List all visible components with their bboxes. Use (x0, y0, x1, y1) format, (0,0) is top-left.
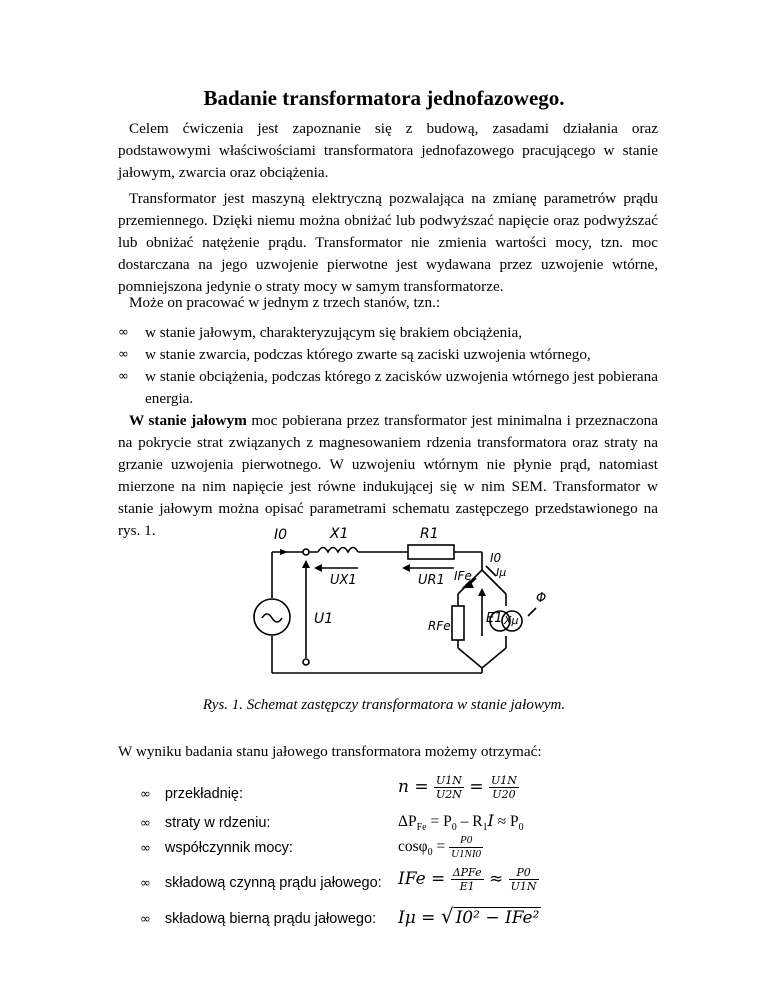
definition-paragraph: Transformator jest maszyną elektryczną pozwalająca na zmianę parametrów prądu przemiennego. Dzięki niemu można obniżać lub podwyższać napięcie oraz podwyższać lub obniżać natężenie prądu. Transformator nie zmienia wartości mocy, tzn. moc dostarczana na jego uzwojenie pierwotne jest wydawana przez uzwojenie wtórne, pomniejszona jedynie o straty mocy w samym transformatorze. (118, 190, 658, 295)
formula-reactive-current: Iμ = √ I0² − IFe² (398, 904, 540, 928)
label-r1: R1 (420, 526, 439, 542)
label-e1: E1 (486, 611, 503, 626)
list-item: ∞ w stanie jałowym, charakteryzującym się brakiem obciążenia, (118, 322, 658, 344)
bullet-icon: ∞ (140, 876, 151, 891)
formula-power-factor: cosφ$_0$ = $\frac{P0}{U1NI0}$ (398, 834, 482, 860)
result-power-factor: ∞ współczynnik mocy: (140, 840, 293, 856)
bullet-icon: ∞ (118, 325, 129, 340)
bullet-icon: ∞ (118, 347, 129, 362)
intro-paragraph: Celem ćwiczenia jest zapoznanie się z budową, zasadami działania oraz podstawowymi właściwościami transformatora jednofazowego pracującego w stanie jałowym, zwarcia oraz obciążenia. (118, 120, 658, 181)
result-ratio: ∞ przekładnię: (140, 786, 244, 802)
label-ux1: UX1 (330, 573, 357, 588)
list-item: ∞ w stanie zwarcia, podczas którego zwarte są zaciski uzwojenia wtórnego, (118, 344, 658, 366)
bullet-icon: ∞ (118, 369, 129, 384)
formula-active-current: IFe = $\frac{\text{ΔPFe}}{E1}$ ≈ $\frac{P0}{U1N}$ (398, 866, 537, 893)
equivalent-circuit-diagram (250, 518, 550, 688)
list-item: ∞ w stanie obciążenia, podczas którego z zacisków uzwojenia wtórnego jest pobierana energia. (118, 368, 658, 407)
label-ur1: UR1 (418, 573, 445, 588)
bullet-icon: ∞ (140, 912, 151, 927)
label-i0: I0 (274, 527, 288, 543)
label-xmu: Xμ (504, 614, 519, 627)
formula-core-losses: $\Delta P_{Fe} = P_0 - R_1I \approx P_0$ (398, 812, 524, 834)
label-u1: U1 (314, 611, 334, 627)
states-list (118, 322, 658, 410)
formula-ratio: n = $\frac{U1N}{U2N}$ = $\frac{U1N}{U20}$ (398, 774, 517, 801)
bullet-icon: ∞ (140, 816, 151, 831)
result-reactive-current: ∞ składową bierną prądu jałowego: (140, 911, 377, 927)
bullet-icon: ∞ (140, 787, 151, 802)
figure-caption: Rys. 1. Schemat zastępczy transformatora w stanie jałowym. (202, 697, 566, 713)
results-intro: W wyniku badania stanu jałowego transformatora możemy otrzymać: (118, 743, 542, 760)
result-active-current: ∞ składową czynną prądu jałowego: (140, 875, 382, 891)
states-intro: Może on pracować w jednym z trzech stanów, tzn.: (129, 294, 441, 311)
label-ife: IFe (454, 569, 472, 583)
page-title: Badanie transformatora jednofazowego. (203, 86, 565, 110)
bullet-icon: ∞ (140, 841, 151, 856)
label-i0-branch: I0 (490, 551, 502, 565)
result-core-losses: ∞ straty w rdzeniu: (140, 815, 271, 831)
label-x1: X1 (330, 526, 349, 542)
label-rfe: RFe (428, 619, 451, 633)
label-imu: Iμ (496, 566, 507, 579)
no-load-paragraph: W stanie jałowym moc pobierana przez transformator jest minimalna i przeznaczona na pokrycie strat związanych z magnesowaniem rdzenia transformatora oraz straty na grzanie uzwojenia pierwotnego. W uzwojeniu wtórnym nie płynie prąd, natomiast mierzone na nim napięcie jest równe indukującej się w nim SEM. Transformator w stanie jałowym można opisać parametrami schematu zastępczego przedstawionego na rys. 1. (118, 412, 659, 539)
label-phi: Φ (536, 591, 547, 606)
